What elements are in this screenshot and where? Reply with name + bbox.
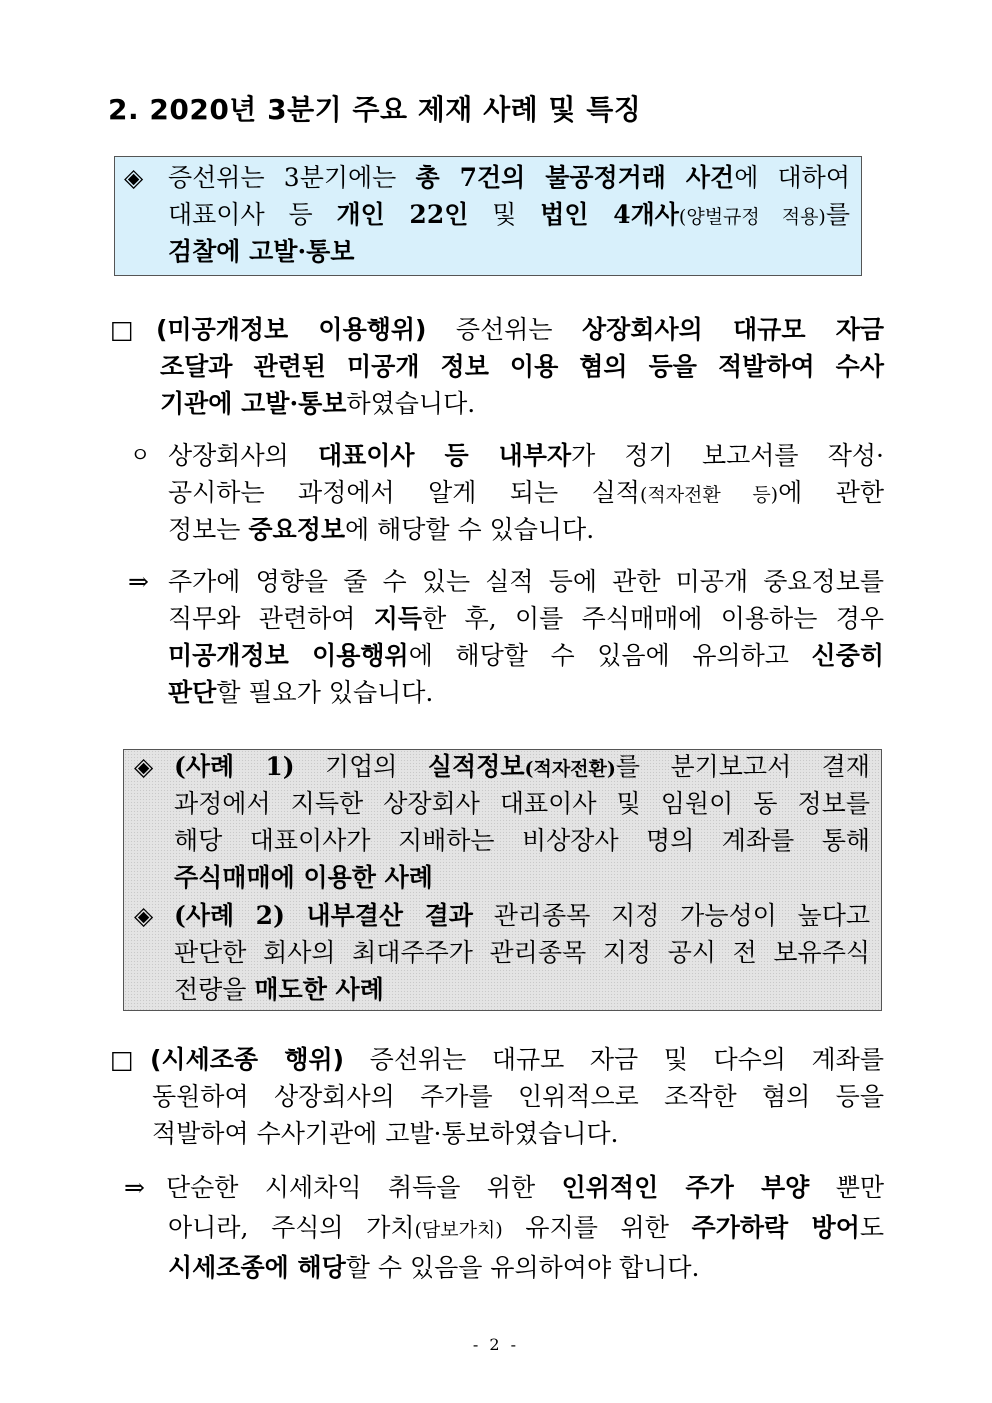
section1-o-line-3: 정보는 중요정보에 해당할 수 있습니다. (168, 515, 595, 544)
summary-line-3: 검찰에 고발·통보 (168, 237, 355, 266)
summary-line-2: 대표이사 등 개인 22인 및 법인 4개사(양벌규정 적용)를 (168, 200, 850, 229)
section1-line-2: 조달과 관련된 미공개 정보 이용 혐의 등을 적발하여 수사 (160, 352, 884, 381)
section1-o-line-2: 공시하는 과정에서 알게 되는 실적(적자전환 등)에 관한 (168, 478, 885, 507)
page-number: - 2 - (472, 1335, 520, 1354)
section2-arrow-line-3: 시세조종에 해당할 수 있음을 유의하여야 합니다. (168, 1253, 700, 1282)
section2-line-3: 적발하여 수사기관에 고발·통보하였습니다. (152, 1119, 619, 1148)
section1-arrow-line-4: 판단할 필요가 있습니다. (168, 678, 434, 707)
page-title: 2. 2020년 3분기 주요 제재 사례 및 특징 (108, 93, 642, 126)
case2-line-2: 판단한 회사의 최대주주가 관리종목 지정 공시 전 보유주식 (174, 938, 870, 967)
section1-arrow-line-2: 직무와 관련하여 지득한 후, 이를 주식매매에 이용하는 경우 (168, 604, 884, 633)
diamond-icon: ◈ (124, 163, 144, 192)
square-bullet-icon: □ (110, 315, 134, 344)
circle-bullet-icon: ㅇ (130, 443, 151, 467)
diamond-icon: ◈ (134, 752, 154, 781)
section2-arrow-line-2: 아니라, 주식의 가치(담보가치) 유지를 위한 주가하락 방어도 (168, 1213, 884, 1242)
section1-o-line-1: 상장회사의 대표이사 등 내부자가 정기 보고서를 작성· (168, 441, 885, 470)
case1-line-1: (사례 1) 기업의 실적정보(적자전환)를 분기보고서 결재 (174, 752, 870, 781)
section2-line-2: 동원하여 상장회사의 주가를 인위적으로 조작한 혐의 등을 (152, 1082, 884, 1111)
section2-line-1: (시세조종 행위) 증선위는 대규모 자금 및 다수의 계좌를 (150, 1045, 884, 1074)
summary-line-1: 증선위는 3분기에는 총 7건의 불공정거래 사건에 대하여 (168, 163, 850, 192)
arrow-icon: ⇒ (124, 1173, 145, 1202)
case2-line-3: 전량을 매도한 사례 (174, 975, 384, 1004)
section1-arrow-line-1: 주가에 영향을 줄 수 있는 실적 등에 관한 미공개 중요정보를 (168, 567, 884, 596)
section1-line-3: 기관에 고발·통보하였습니다. (160, 389, 476, 418)
section1-arrow-line-3: 미공개정보 이용행위에 해당할 수 있음에 유의하고 신중히 (168, 641, 884, 670)
case1-line-2: 과정에서 지득한 상장회사 대표이사 및 임원이 동 정보를 (174, 789, 870, 818)
square-bullet-icon: □ (110, 1045, 134, 1074)
section1-line-1: (미공개정보 이용행위) 증선위는 상장회사의 대규모 자금 (156, 315, 885, 344)
section2-arrow-line-1: 단순한 시세차익 취득을 위한 인위적인 주가 부양 뿐만 (166, 1173, 885, 1202)
arrow-icon: ⇒ (128, 567, 149, 596)
case1-line-4: 주식매매에 이용한 사례 (174, 863, 433, 892)
case1-line-3: 해당 대표이사가 지배하는 비상장사 명의 계좌를 통해 (174, 826, 870, 855)
diamond-icon: ◈ (134, 901, 154, 930)
case2-line-1: (사례 2) 내부결산 결과 관리종목 지정 가능성이 높다고 (174, 901, 871, 930)
